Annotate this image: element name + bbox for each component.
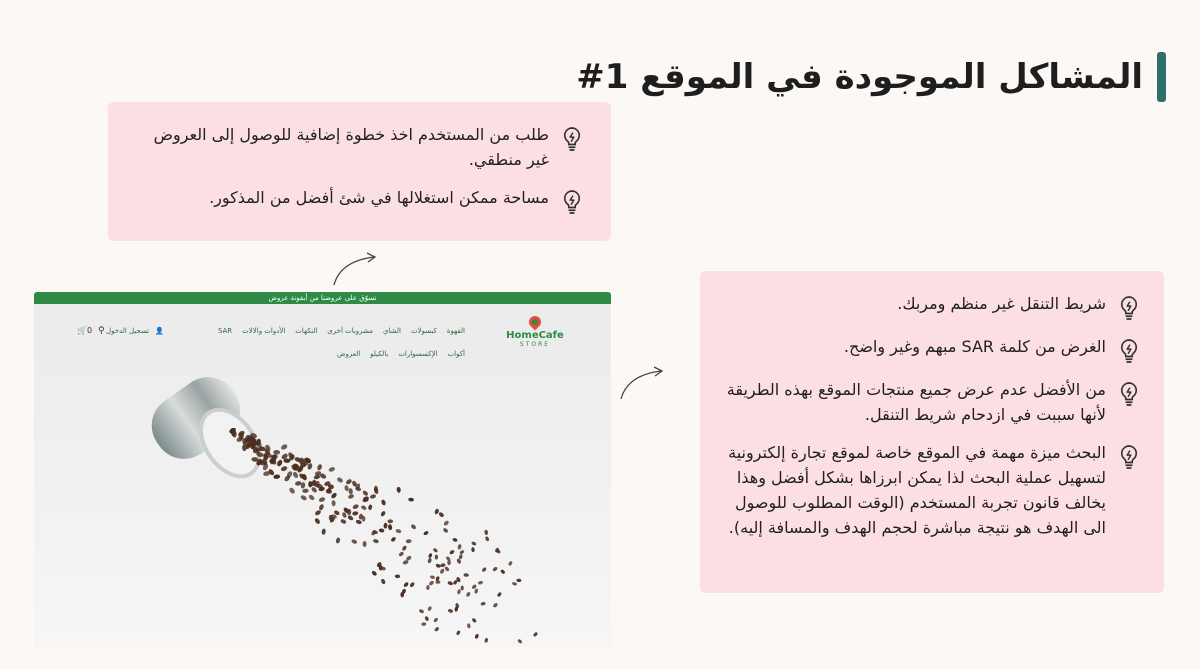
coffee-bean — [280, 443, 288, 451]
coffee-bean — [410, 523, 417, 530]
coffee-bean — [442, 527, 448, 533]
coffee-bean — [347, 509, 351, 515]
coffee-bean — [478, 580, 484, 585]
coffee-bean — [318, 504, 324, 511]
coffee-bean — [447, 581, 453, 586]
nav-item[interactable]: أكواب — [447, 350, 465, 358]
coffee-beans — [34, 362, 611, 647]
coffee-bean — [433, 617, 439, 623]
coffee-bean — [288, 487, 296, 495]
coffee-bean — [406, 539, 412, 543]
coffee-bean — [371, 570, 378, 577]
coffee-bean — [383, 523, 387, 529]
nav-item[interactable]: الإكسسوارات — [398, 350, 438, 358]
nav-item[interactable]: الشاي — [383, 327, 401, 335]
note-text: الغرض من كلمة SAR مبهم وغير واضح. — [843, 337, 1106, 356]
note-item — [720, 440, 1140, 540]
coffee-bean — [433, 548, 439, 554]
coffee-bean — [396, 487, 401, 493]
coffee-bean — [395, 574, 401, 578]
coffee-bean — [421, 622, 426, 626]
coffee-bean — [390, 536, 396, 542]
coffee-bean — [362, 490, 369, 497]
slide-title: المشاكل الموجودة في الموقع 1# — [576, 57, 1143, 97]
coffee-bean — [471, 617, 477, 623]
coffee-bean — [435, 555, 438, 560]
coffee-bean — [426, 585, 430, 590]
coffee-bean — [434, 626, 440, 632]
coffee-bean — [335, 537, 340, 544]
coffee-bean — [302, 488, 309, 493]
nav-item[interactable]: القهوة — [446, 327, 465, 335]
lightbulb-icon — [1118, 338, 1140, 364]
coffee-bean — [428, 553, 433, 559]
coffee-bean — [480, 601, 486, 606]
nav-item[interactable]: الأدوات والالات — [242, 327, 286, 335]
slide-title-group — [576, 52, 1166, 102]
site-logo[interactable] — [495, 316, 575, 349]
coffee-bean — [336, 477, 343, 484]
coffee-bean — [273, 450, 280, 455]
title-accent-bar — [1157, 52, 1166, 102]
coffee-bean — [492, 566, 498, 572]
coffee-bean — [408, 497, 414, 501]
coffee-bean — [444, 566, 450, 572]
lightbulb-icon — [561, 126, 583, 152]
coffee-bean — [331, 500, 335, 506]
logo-sub-text: STORE — [519, 341, 551, 348]
coffee-bean — [380, 510, 386, 517]
coffee-bean — [452, 538, 458, 543]
curved-arrow-icon — [617, 366, 667, 402]
nav-item[interactable]: النكهات — [295, 327, 318, 335]
coffee-bean — [461, 585, 464, 590]
coffee-bean — [395, 528, 402, 533]
coffee-bean — [403, 581, 409, 587]
lightbulb-icon — [1118, 444, 1140, 470]
coffee-bean — [434, 508, 440, 515]
note-text: طلب من المستخدم اخذ خطوة إضافية للوصول إلى العروض غير منطقي. — [153, 125, 549, 169]
coffee-bean — [360, 505, 367, 511]
coffee-bean — [457, 544, 462, 550]
lightbulb-icon — [1118, 295, 1140, 321]
promo-bar[interactable]: تسوّق على عروضنا من أيقونة عروض — [34, 292, 611, 304]
coffee-bean — [447, 560, 451, 566]
coffee-bean — [370, 494, 377, 500]
coffee-bean — [340, 518, 347, 524]
coffee-bean — [457, 589, 462, 595]
lightbulb-icon — [1118, 381, 1140, 407]
coffee-bean — [355, 486, 362, 492]
coffee-bean — [351, 539, 358, 545]
lightbulb-icon — [561, 189, 583, 215]
coffee-bean — [435, 563, 441, 568]
coffee-bean — [427, 557, 432, 563]
coffee-bean — [292, 471, 299, 479]
cart-icon[interactable]: 🛒0 — [77, 326, 93, 335]
coffee-bean — [381, 499, 387, 506]
coffee-bean — [435, 580, 440, 583]
location-pin-icon — [527, 314, 544, 331]
site-navbar — [34, 310, 611, 370]
coffee-bean — [273, 474, 280, 479]
nav-menu-row — [337, 350, 465, 358]
coffee-bean — [398, 551, 404, 557]
coffee-bean — [500, 569, 506, 575]
coffee-bean — [401, 545, 407, 551]
coffee-bean — [363, 541, 367, 547]
note-item — [720, 377, 1140, 427]
coffee-bean — [280, 465, 288, 472]
user-icon: 👤 — [155, 327, 164, 335]
coffee-bean — [497, 592, 503, 598]
coffee-bean — [423, 530, 429, 535]
note-item — [132, 185, 583, 215]
coffee-bean — [300, 494, 308, 501]
coffee-bean — [308, 494, 315, 501]
note-item — [132, 122, 583, 172]
nav-item[interactable]: كبسولات — [410, 327, 437, 335]
note-text: مساحة ممكن استغلالها في شئ أفضل من المذكور. — [209, 188, 549, 207]
coffee-bean — [443, 520, 450, 527]
coffee-bean — [484, 530, 488, 536]
coffee-bean — [512, 582, 518, 586]
coffee-bean — [347, 515, 354, 522]
coffee-bean — [459, 549, 465, 555]
nav-item[interactable]: مشروبات أخرى — [327, 327, 374, 335]
coffee-bean — [352, 504, 359, 510]
coffee-bean — [508, 561, 513, 567]
coffee-bean — [418, 609, 424, 614]
login-label: تسجيل الدخول — [106, 327, 150, 335]
note-text: البحث ميزة مهمة في الموقع خاصة لموقع تجارة إلكترونية لتسهيل عملية البحث لذا يمكن ابرزاها بشكل أفضل وهذا يخالف قانون تجربة المستخدم (الوقت المطلوب للوصول الى الهدف هو نتيجة مباشرة لحجم الهدف والمسافة إليه). — [728, 443, 1106, 537]
coffee-bean — [485, 536, 490, 542]
coffee-bean — [352, 511, 359, 516]
coffee-bean — [321, 528, 326, 535]
coffee-bean — [467, 623, 471, 629]
coffee-bean — [435, 576, 440, 582]
coffee-bean — [492, 602, 498, 608]
coffee-bean — [355, 519, 362, 525]
coffee-bean — [328, 466, 335, 472]
hero-image — [34, 362, 611, 647]
coffee-bean — [311, 486, 318, 493]
coffee-bean — [409, 581, 415, 587]
coffee-bean — [471, 547, 475, 552]
coffee-bean — [424, 616, 429, 622]
coffee-bean — [516, 579, 521, 583]
coffee-bean — [345, 478, 352, 485]
coffee-bean — [318, 496, 326, 502]
coffee-bean — [314, 517, 321, 524]
coffee-bean — [428, 580, 434, 586]
coffee-bean — [438, 511, 445, 517]
coffee-bean — [368, 504, 373, 510]
note-item — [720, 291, 1140, 321]
nav-menu-row — [218, 327, 465, 335]
coffee-bean — [348, 488, 353, 495]
coffee-bean — [484, 638, 488, 643]
nav-item[interactable]: بالكيلو — [370, 350, 389, 358]
coffee-bean — [373, 538, 380, 543]
coffee-bean — [465, 591, 471, 597]
nav-item-currency[interactable]: SAR — [217, 327, 233, 335]
note-right — [700, 271, 1164, 593]
curved-arrow-icon — [330, 252, 380, 288]
coffee-bean — [378, 528, 384, 533]
coffee-bean — [380, 578, 386, 585]
coffee-bean — [388, 524, 393, 530]
coffee-bean — [314, 509, 322, 516]
website-screenshot — [34, 292, 611, 647]
logo-main-text: HomeCafe — [506, 330, 564, 341]
note-text: من الأفضل عدم عرض جميع منتجات الموقع بهذه الطريقة لأنها سببت في ازدحام شريط التنقل. — [726, 380, 1106, 424]
note-top — [108, 102, 611, 241]
coffee-bean — [440, 563, 446, 568]
coffee-bean — [458, 554, 463, 560]
search-icon[interactable]: ⚲ — [98, 326, 105, 336]
coffee-bean — [344, 485, 349, 492]
coffee-bean — [276, 459, 283, 467]
coffee-bean — [316, 463, 323, 471]
coffee-bean — [427, 606, 432, 612]
coffee-bean — [474, 588, 479, 594]
coffee-bean — [533, 632, 539, 638]
login-link[interactable] — [106, 327, 164, 335]
coffee-bean — [449, 549, 455, 555]
coffee-bean — [439, 568, 445, 574]
nav-item[interactable]: العروض — [337, 350, 361, 358]
coffee-bean — [447, 608, 453, 613]
coffee-bean — [517, 639, 523, 645]
coffee-bean — [463, 573, 469, 577]
coffee-bean — [481, 567, 487, 573]
coffee-bean — [474, 633, 479, 639]
coffee-bean — [471, 541, 477, 546]
coffee-bean — [387, 519, 393, 523]
note-item — [720, 334, 1140, 364]
note-text: شريط التنقل غير منظم ومربك. — [897, 294, 1106, 313]
coffee-bean — [430, 575, 436, 579]
cart-count: 0 — [86, 326, 93, 335]
coffee-bean — [347, 493, 354, 499]
coffee-bean — [456, 630, 461, 636]
